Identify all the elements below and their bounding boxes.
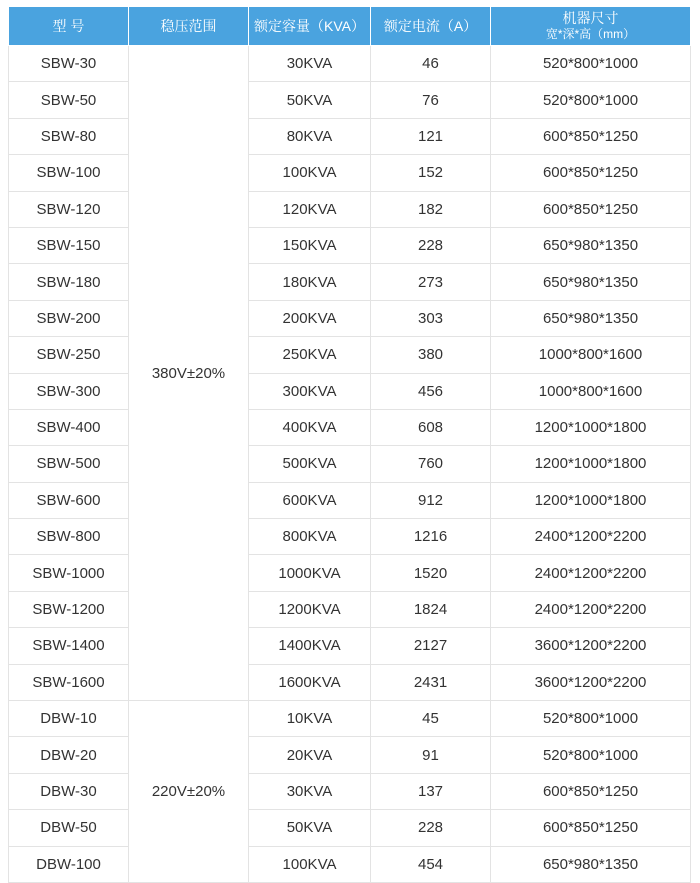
cell-capacity: 20KVA	[249, 737, 371, 773]
table-body	[9, 46, 691, 883]
cell-size: 1200*1000*1800	[491, 409, 691, 445]
cell-capacity: 100KVA	[249, 155, 371, 191]
cell-current: 380	[371, 337, 491, 373]
cell-size: 600*850*1250	[491, 191, 691, 227]
cell-size: 650*980*1350	[491, 846, 691, 882]
cell-model: SBW-30	[9, 46, 129, 82]
header-size-line2: 宽*深*高（mm）	[545, 27, 636, 41]
cell-capacity: 30KVA	[249, 46, 371, 82]
cell-current: 152	[371, 155, 491, 191]
cell-capacity: 80KVA	[249, 118, 371, 154]
cell-size: 2400*1200*2200	[491, 555, 691, 591]
cell-model: SBW-120	[9, 191, 129, 227]
cell-size: 600*850*1250	[491, 810, 691, 846]
table-row	[9, 264, 691, 300]
cell-current: 1216	[371, 519, 491, 555]
cell-capacity: 500KVA	[249, 446, 371, 482]
cell-size: 1000*800*1600	[491, 373, 691, 409]
table-row	[9, 846, 691, 882]
header-range: 稳压范围	[129, 7, 249, 46]
cell-range: 220V±20%	[129, 701, 249, 883]
cell-capacity: 200KVA	[249, 300, 371, 336]
cell-size: 600*850*1250	[491, 155, 691, 191]
cell-model: SBW-150	[9, 227, 129, 263]
table-row	[9, 482, 691, 518]
table-row	[9, 46, 691, 82]
table-row	[9, 446, 691, 482]
cell-capacity: 1600KVA	[249, 664, 371, 700]
cell-model: DBW-20	[9, 737, 129, 773]
table-row	[9, 227, 691, 263]
cell-capacity: 10KVA	[249, 701, 371, 737]
cell-size: 650*980*1350	[491, 227, 691, 263]
cell-capacity: 150KVA	[249, 227, 371, 263]
cell-current: 303	[371, 300, 491, 336]
cell-size: 2400*1200*2200	[491, 519, 691, 555]
cell-capacity: 1200KVA	[249, 591, 371, 627]
cell-current: 1824	[371, 591, 491, 627]
cell-range: 380V±20%	[129, 46, 249, 701]
cell-current: 91	[371, 737, 491, 773]
cell-current: 760	[371, 446, 491, 482]
cell-size: 3600*1200*2200	[491, 628, 691, 664]
cell-capacity: 180KVA	[249, 264, 371, 300]
cell-size: 520*800*1000	[491, 82, 691, 118]
cell-model: SBW-1600	[9, 664, 129, 700]
table-row	[9, 300, 691, 336]
table-row	[9, 664, 691, 700]
table-row	[9, 701, 691, 737]
cell-size: 520*800*1000	[491, 737, 691, 773]
table-row	[9, 591, 691, 627]
table-row	[9, 337, 691, 373]
cell-size: 3600*1200*2200	[491, 664, 691, 700]
table-row	[9, 519, 691, 555]
cell-size: 650*980*1350	[491, 264, 691, 300]
table-row	[9, 373, 691, 409]
cell-current: 76	[371, 82, 491, 118]
cell-model: SBW-250	[9, 337, 129, 373]
cell-model: DBW-100	[9, 846, 129, 882]
cell-capacity: 300KVA	[249, 373, 371, 409]
cell-current: 46	[371, 46, 491, 82]
table-header	[9, 7, 691, 46]
cell-model: SBW-180	[9, 264, 129, 300]
cell-current: 137	[371, 773, 491, 809]
cell-capacity: 600KVA	[249, 482, 371, 518]
spec-table	[8, 6, 691, 883]
cell-capacity: 120KVA	[249, 191, 371, 227]
cell-current: 273	[371, 264, 491, 300]
cell-capacity: 800KVA	[249, 519, 371, 555]
cell-current: 182	[371, 191, 491, 227]
cell-size: 2400*1200*2200	[491, 591, 691, 627]
cell-size: 520*800*1000	[491, 46, 691, 82]
cell-current: 121	[371, 118, 491, 154]
header-model: 型 号	[9, 7, 129, 46]
table-row	[9, 82, 691, 118]
cell-current: 228	[371, 810, 491, 846]
cell-model: SBW-50	[9, 82, 129, 118]
header-capacity: 额定容量（KVA）	[249, 7, 371, 46]
cell-capacity: 1000KVA	[249, 555, 371, 591]
cell-capacity: 30KVA	[249, 773, 371, 809]
cell-model: SBW-800	[9, 519, 129, 555]
cell-model: SBW-600	[9, 482, 129, 518]
header-row	[9, 7, 691, 46]
cell-capacity: 100KVA	[249, 846, 371, 882]
table-row	[9, 555, 691, 591]
table-row	[9, 409, 691, 445]
cell-size: 600*850*1250	[491, 118, 691, 154]
cell-capacity: 50KVA	[249, 810, 371, 846]
table-row	[9, 118, 691, 154]
cell-model: SBW-100	[9, 155, 129, 191]
cell-capacity: 50KVA	[249, 82, 371, 118]
cell-size: 650*980*1350	[491, 300, 691, 336]
cell-model: SBW-1400	[9, 628, 129, 664]
cell-model: SBW-500	[9, 446, 129, 482]
cell-model: DBW-30	[9, 773, 129, 809]
cell-model: SBW-1200	[9, 591, 129, 627]
cell-model: SBW-1000	[9, 555, 129, 591]
table-row	[9, 628, 691, 664]
cell-current: 2127	[371, 628, 491, 664]
cell-model: DBW-10	[9, 701, 129, 737]
cell-capacity: 400KVA	[249, 409, 371, 445]
table-row	[9, 155, 691, 191]
table-row	[9, 191, 691, 227]
cell-current: 228	[371, 227, 491, 263]
cell-model: SBW-80	[9, 118, 129, 154]
cell-current: 912	[371, 482, 491, 518]
header-size	[491, 7, 691, 46]
cell-capacity: 250KVA	[249, 337, 371, 373]
cell-size: 520*800*1000	[491, 701, 691, 737]
header-size-line1: 机器尺寸	[562, 10, 619, 26]
cell-current: 2431	[371, 664, 491, 700]
table-row	[9, 773, 691, 809]
cell-current: 45	[371, 701, 491, 737]
cell-model: SBW-300	[9, 373, 129, 409]
header-current: 额定电流（A）	[371, 7, 491, 46]
cell-size: 1000*800*1600	[491, 337, 691, 373]
cell-model: SBW-200	[9, 300, 129, 336]
cell-current: 456	[371, 373, 491, 409]
cell-model: DBW-50	[9, 810, 129, 846]
cell-capacity: 1400KVA	[249, 628, 371, 664]
cell-model: SBW-400	[9, 409, 129, 445]
cell-current: 608	[371, 409, 491, 445]
cell-current: 454	[371, 846, 491, 882]
table-row	[9, 810, 691, 846]
table-row	[9, 737, 691, 773]
cell-size: 600*850*1250	[491, 773, 691, 809]
cell-current: 1520	[371, 555, 491, 591]
cell-size: 1200*1000*1800	[491, 446, 691, 482]
cell-size: 1200*1000*1800	[491, 482, 691, 518]
